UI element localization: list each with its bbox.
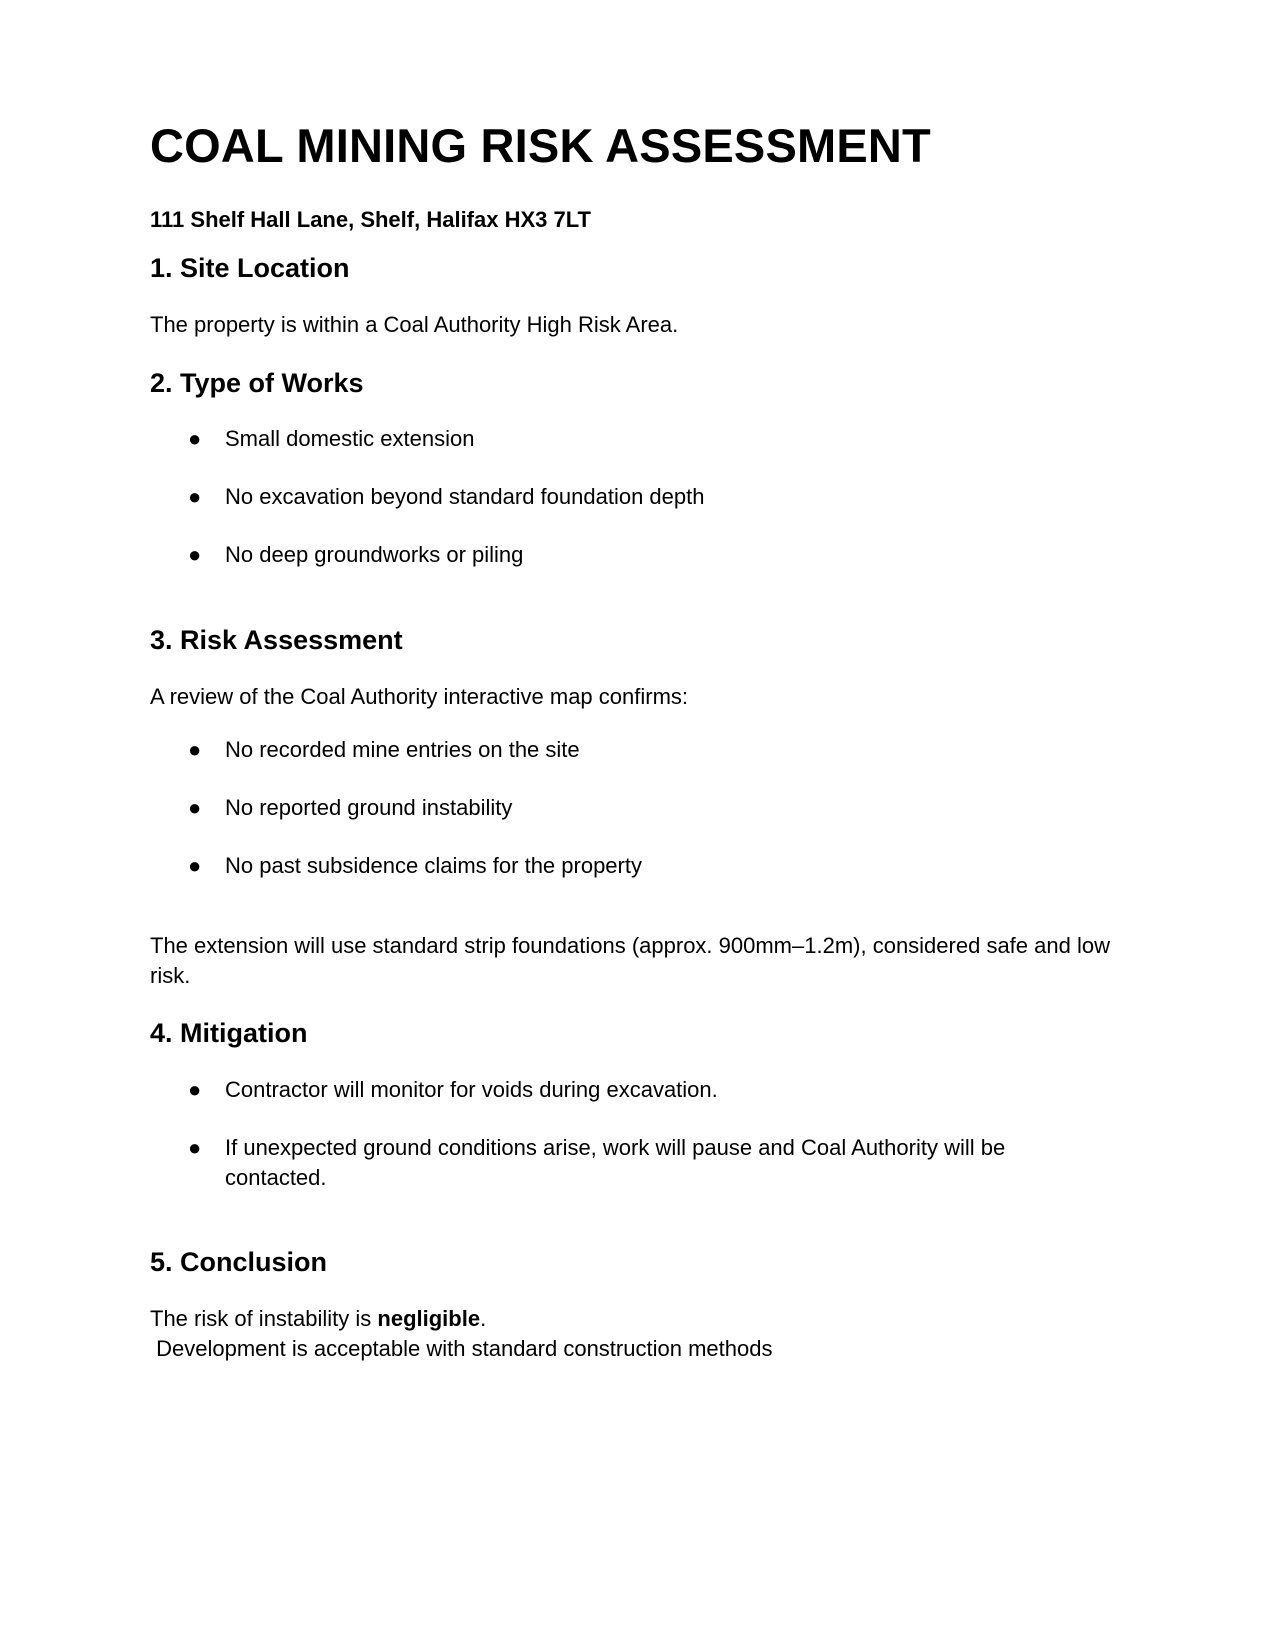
risk-assessment-intro: A review of the Coal Authority interactive map confirms:: [150, 684, 689, 709]
list-item-text: No recorded mine entries on the site: [225, 737, 580, 762]
section-heading-type-of-works: 2. Type of Works: [150, 368, 364, 398]
section-heading-conclusion: 5. Conclusion: [150, 1247, 328, 1277]
list-item-text: No excavation beyond standard foundation depth: [225, 484, 705, 509]
property-address: 111 Shelf Hall Lane, Shelf, Halifax HX3 7LT: [150, 207, 591, 232]
risk-assessment-text: The extension will use standard strip foundations (approx. 900mm–1.2m), considered safe and low risk.: [150, 933, 1110, 988]
conclusion-text: The risk of instability is: [150, 1306, 378, 1331]
bullet-icon: ●: [188, 426, 202, 451]
document-title: COAL MINING RISK ASSESSMENT: [150, 119, 931, 172]
conclusion-punctuation: .: [480, 1306, 487, 1331]
bullet-icon: ●: [188, 484, 202, 509]
list-item-text: Small domestic extension: [225, 426, 475, 451]
conclusion-line-2: Development is acceptable with standard construction methods: [150, 1336, 773, 1361]
bullet-icon: ●: [188, 542, 202, 567]
list-item-text: If unexpected ground conditions arise, work will pause and Coal Authority will be contacted.: [225, 1135, 1006, 1190]
bullet-icon: ●: [188, 1077, 202, 1102]
section-heading-risk-assessment: 3. Risk Assessment: [150, 625, 403, 655]
section-heading-mitigation: 4. Mitigation: [150, 1018, 308, 1048]
list-item-text: No past subsidence claims for the property: [225, 853, 642, 878]
document-content: [150, 118, 1125, 1361]
list-item-text: No reported ground instability: [225, 795, 513, 820]
section-heading-site-location: 1. Site Location: [150, 253, 350, 283]
bullet-icon: ●: [188, 737, 202, 762]
bullet-icon: ●: [188, 795, 202, 820]
conclusion-line-1: [150, 1304, 1125, 1334]
bullet-icon: ●: [188, 1135, 202, 1160]
list-item-text: No deep groundworks or piling: [225, 542, 524, 567]
conclusion-emphasis: negligible: [377, 1306, 481, 1331]
list-item-text: Contractor will monitor for voids during excavation.: [225, 1077, 718, 1102]
site-location-text: The property is within a Coal Authority High Risk Area.: [150, 312, 679, 337]
bullet-icon: ●: [188, 853, 202, 878]
